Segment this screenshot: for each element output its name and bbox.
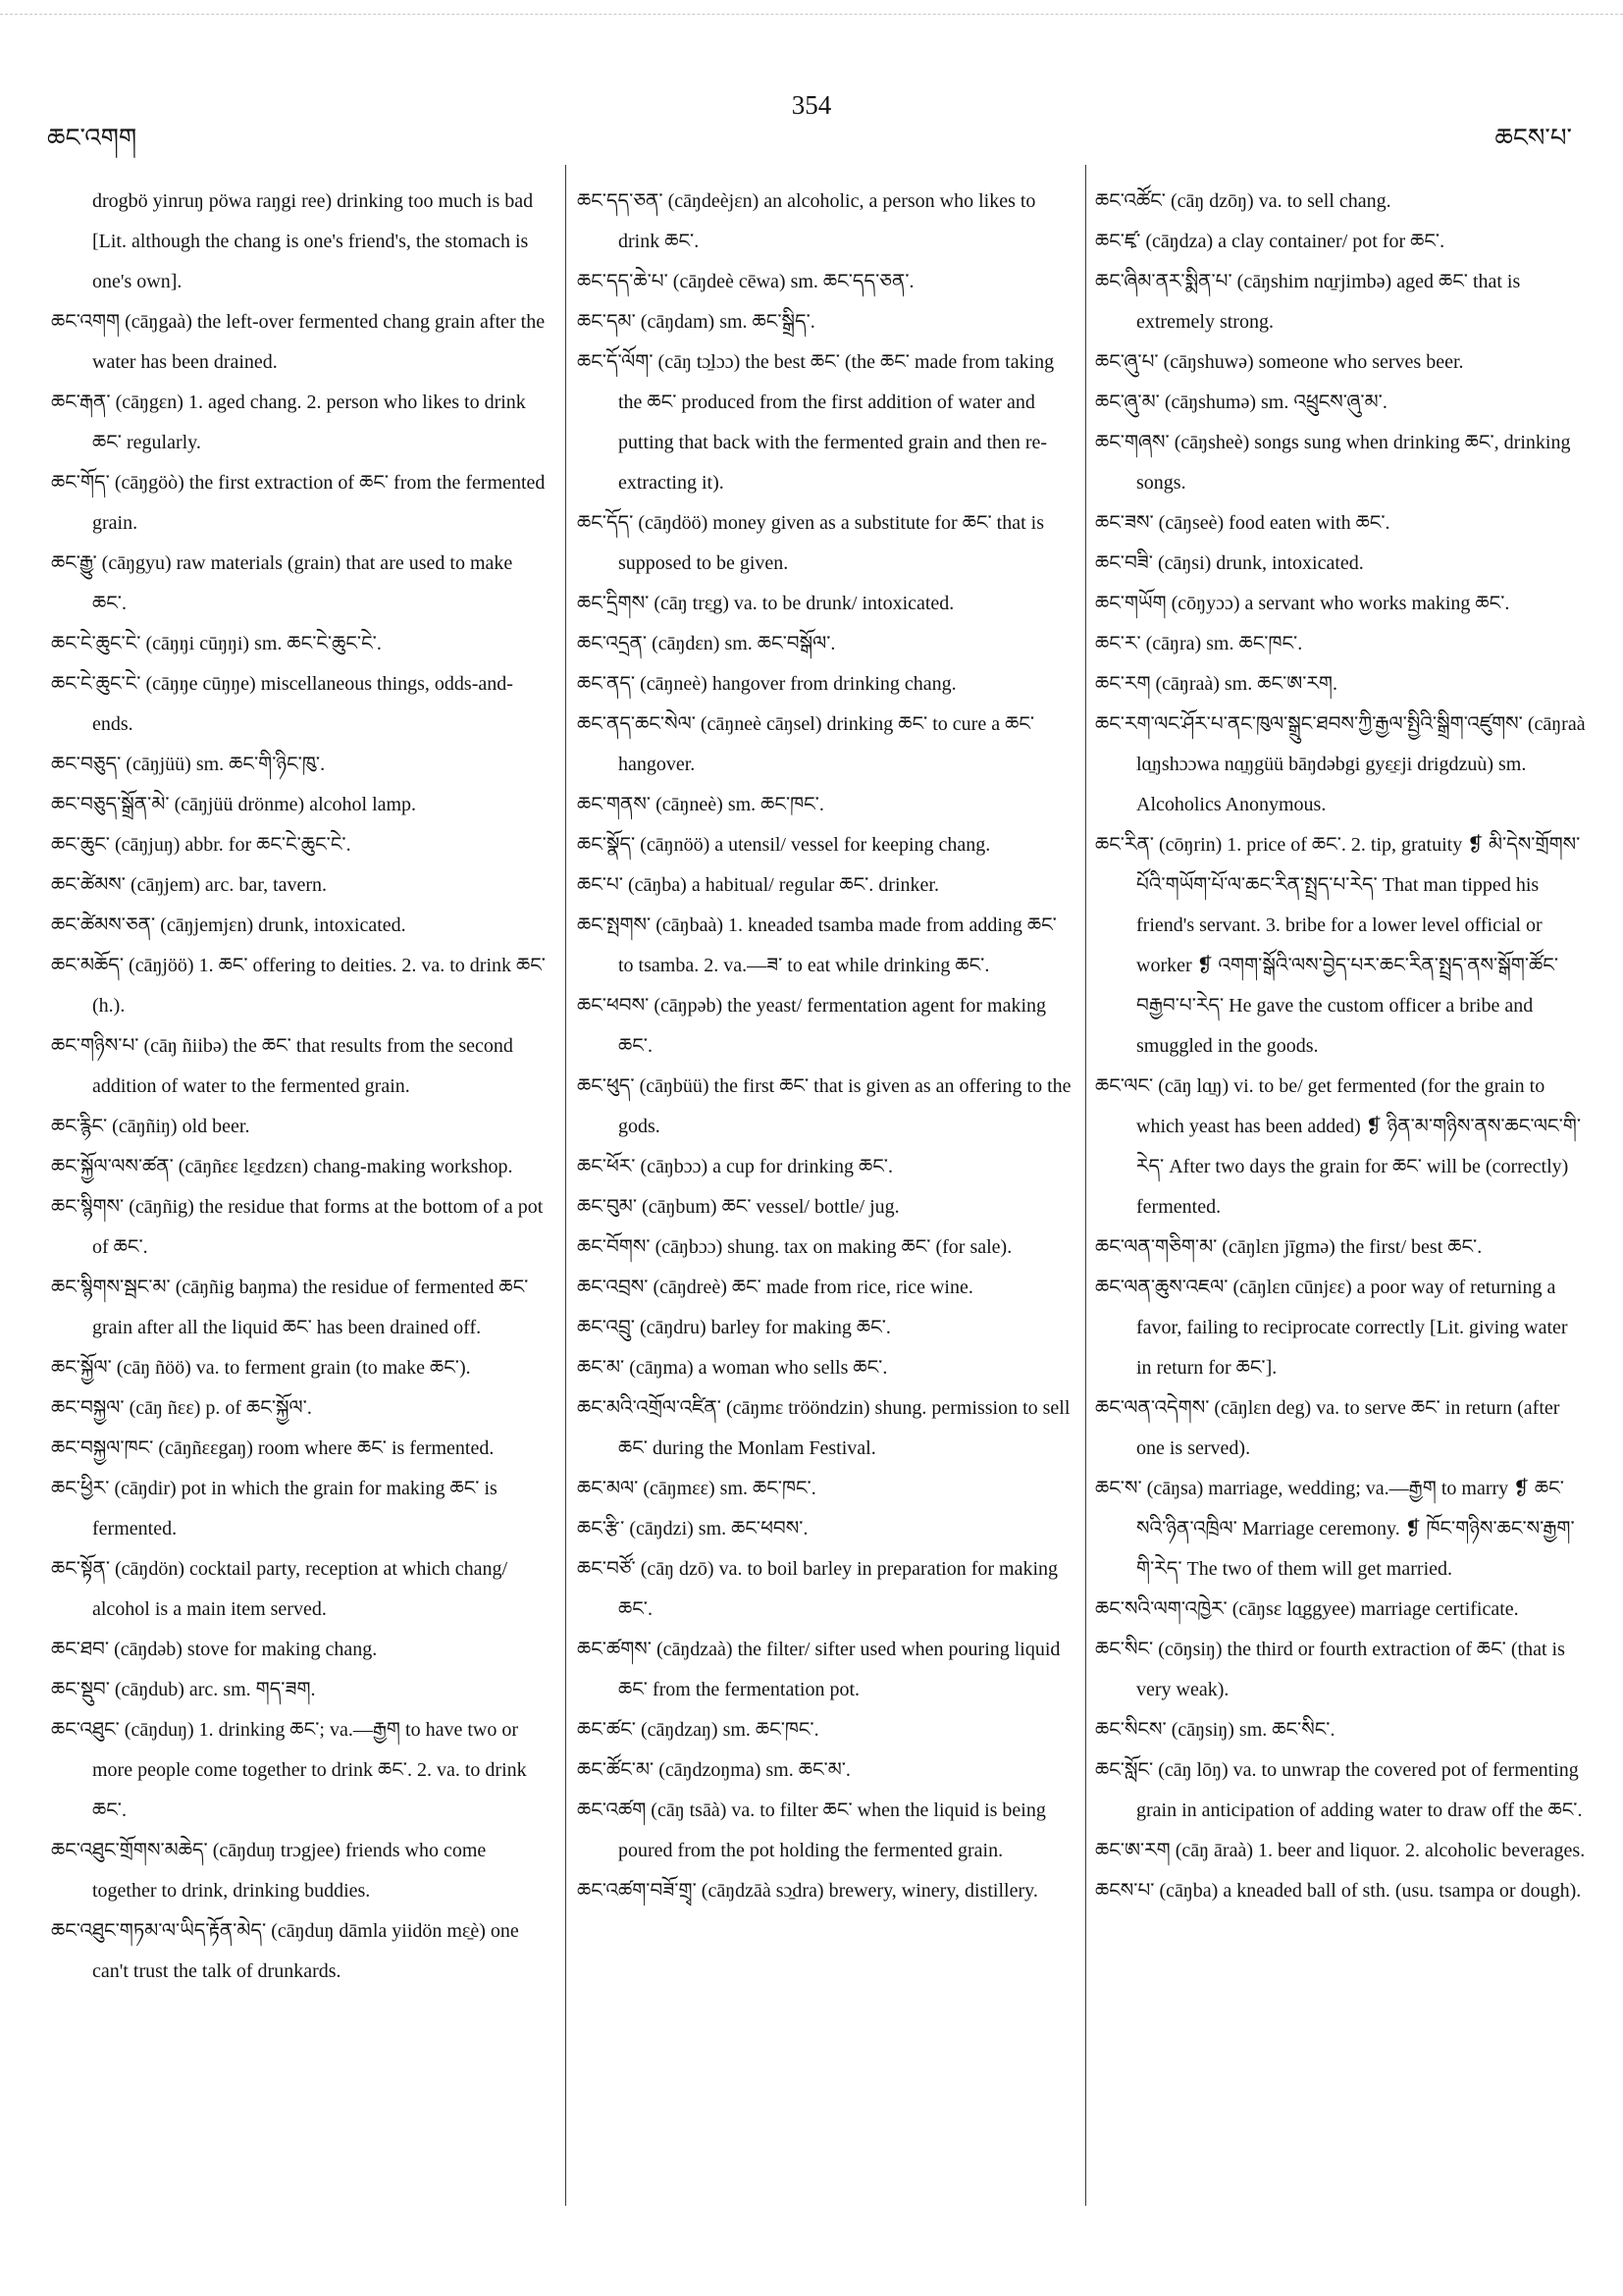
dictionary-entry: ཆང་རྙིང་ (cāŋñiŋ) old beer.	[51, 1116, 250, 1137]
dictionary-entry: ཆང་དམ་ (cāŋdam) sm. ཆང་སྒྲིད་.	[577, 311, 815, 333]
dictionary-entry: ཆང་ཞུ་པ་ (cāŋshuwə) someone who serves beer.	[1095, 351, 1464, 373]
column-3	[1095, 182, 1586, 2262]
dictionary-entry: ཆང་ཚང་ (cāŋdzaŋ) sm. ཆང་ཁང་.	[577, 1719, 819, 1741]
column-divider	[565, 165, 566, 2206]
dictionary-entry: ཆང་སློང་ (cāŋ lōŋ) va. to unwrap the covered pot of fermenting grain in anticipation of adding water to draw off the ཆང་.	[1095, 1759, 1583, 1821]
dictionary-entry: ཆང་བཙོ་ (cāŋ dzō) va. to boil barley in preparation for making ཆང་.	[577, 1558, 1059, 1620]
dictionary-entry: ཆང་དོ་ལོག་ (cāŋ tɔ̱lɔɔ) the best ཆང་ (the ཆང་ made from taking the ཆང་ produced from the first addition of water and putting that back with the fermented grain and then re-extracting it).	[577, 351, 1055, 494]
dictionary-entry: ཆང་འཐུང་གྲོགས་མཆེད་ (cāŋduŋ trɔgjee) friends who come together to drink, drinking buddies.	[51, 1840, 487, 1902]
dictionary-entry: ཆང་འགག (cāŋgaà) the left-over fermented chang grain after the water has been drained.	[51, 311, 546, 373]
dictionary-entry: ཆང་སྐྱོལ་ (cāŋ ñöö) va. to ferment grain (to make ཆང་).	[51, 1357, 471, 1379]
dictionary-entry: ཆང་བསྐྱལ་ (cāŋ ñɛɛ) p. of ཆང་སྐྱོལ་.	[51, 1397, 312, 1419]
column-2	[577, 182, 1075, 2262]
dictionary-entry: ཆང་རག་ལང་ཤོར་པ་ནང་ཁུལ་སྒྲུང་ཐབས་ཀྱི་རྒྱལ་སྤྱིའི་སྒྲིག་འཛུགས་ (cāŋraà lɑ̱ŋshɔɔwa nɑ̱ŋgüü bāŋdəbgi gyɛ̱ɛji drigdzuù) sm. Alcoholics Anonymous.	[1095, 713, 1586, 815]
dictionary-entry: ཆང་ལན་ཆུས་འཇལ་ (cāŋlɛn cūnjɛɛ) a poor way of returning a favor, failing to reciprocate correctly [Lit. giving water in return for ཆང་].	[1095, 1277, 1568, 1379]
dictionary-entry: ཆང་ཚེམས་ (cāŋjem) arc. bar, tavern.	[51, 874, 328, 896]
dictionary-entry: ཆང་རྒན་ (cāŋgɛn) 1. aged chang. 2. person who likes to drink ཆང་ regularly.	[51, 391, 526, 453]
dictionary-entry: ཆང་སྤགས་ (cāŋbaà) 1. kneaded tsamba made from adding ཆང་ to tsamba. 2. va.—ཟ་ to eat while drinking ཆང་.	[577, 914, 1057, 976]
scan-edge	[0, 14, 1623, 15]
dictionary-entry: ཆང་བཅུད་ (cāŋjüü) sm. ཆང་གི་ཉིང་ཁུ་.	[51, 754, 326, 775]
dictionary-entry: ཆང་མའི་འགྲོལ་འཛིན་ (cāŋmɛ trööndzin) shung. permission to sell ཆང་ during the Monlam Festival.	[577, 1397, 1071, 1459]
dictionary-entry: ཆང་མ་ (cāŋma) a woman who sells ཆང་.	[577, 1357, 888, 1379]
dictionary-entry: ཆང་སའི་ལག་འཁྱེར་ (cāŋsɛ lɑ̱ggyee) marriage certificate.	[1095, 1598, 1519, 1620]
dictionary-entry: ཆང་པ་ (cāŋba) a habitual/ regular ཆང་. drinker.	[577, 874, 939, 896]
dictionary-entry: ཆང་ལན་འདེགས་ (cāŋlɛn deg) va. to serve ཆང་ in return (after one is served).	[1095, 1397, 1560, 1459]
dictionary-entry: ཆང་གཞས་ (cāŋsheè) songs sung when drinking ཆང་, drinking songs.	[1095, 432, 1571, 494]
dictionary-entry: ཆང་རིན་ (cōŋrin) 1. price of ཆང་. 2. tip, gratuity ❡ མི་དེས་གྲོགས་པོའི་གཡོག་པོ་ལ་ཆང་རིན་སྤྲད་པ་རེད་ That man tipped his friend's servant. 3. bribe for a lower level official or worker ❡ འགག་སྒོའི་ལས་བྱེད་པར་ཆང་རིན་སྤྲད་ནས་སྒོག་ཚོང་བརྒྱབ་པ་རེད་ He gave the custom officer a bribe and smuggled in the goods.	[1095, 834, 1581, 1057]
dictionary-entry: ཆང་ཞུ་མ་ (cāŋshumə) sm. འཕྲུངས་ཞུ་མ་.	[1095, 391, 1387, 413]
column-divider	[1085, 165, 1086, 2206]
dictionary-entry: ཆང་བསྐྱལ་ཁང་ (cāŋñɛɛgaŋ) room where ཆང་ is fermented.	[51, 1437, 495, 1459]
dictionary-entry: ཆང་འཚག (cāŋ tsāà) va. to filter ཆང་ when the liquid is being poured from the pot holding the fermented grain.	[577, 1800, 1046, 1861]
dictionary-entry: ཆང་འབྲས་ (cāŋdreè) ཆང་ made from rice, rice wine.	[577, 1277, 973, 1298]
dictionary-entry: ཆང་འཚོང་ (cāŋ dzōŋ) va. to sell chang.	[1095, 190, 1391, 212]
dictionary-entry: ཆང་དོད་ (cāŋdöö) money given as a substitute for ཆང་ that is supposed to be given.	[577, 512, 1045, 574]
dictionary-entry: ཆང་བཅུད་སྒྲོན་མེ་ (cāŋjüü drönme) alcohol lamp.	[51, 794, 417, 815]
dictionary-entry: ཆང་ཕབས་ (cāŋpəb) the yeast/ fermentation agent for making ཆང་.	[577, 995, 1047, 1057]
dictionary-entry: ཆངས་པ་ (cāŋba) a kneaded ball of sth. (usu. tsampa or dough).	[1095, 1880, 1582, 1902]
dictionary-entry: ཆང་ཟས་ (cāŋseè) food eaten with ཆང་.	[1095, 512, 1390, 534]
dictionary-entry: ཆང་བོགས་ (cāŋbɔɔ) shung. tax on making ཆང་ (for sale).	[577, 1236, 1013, 1258]
dictionary-entry: ཆང་གཉིས་པ་ (cāŋ ñiibə) the ཆང་ that results from the second addition of water to the fermented grain.	[51, 1035, 513, 1097]
dictionary-entry: ཆང་འཐུང་ (cāŋduŋ) 1. drinking ཆང་; va.—རྒྱག to have two or more people come together to drink ཆང་. 2. va. to drink ཆང་.	[51, 1719, 527, 1821]
dictionary-entry: ཆང་སྟོན་ (cāŋdön) cocktail party, reception at which chang/ alcohol is a main item served.	[51, 1558, 508, 1620]
dictionary-entry: ཆང་ཕུད་ (cāŋbüü) the first ཆང་ that is given as an offering to the gods.	[577, 1075, 1072, 1137]
dictionary-entry: ཆང་སིང་ (cōŋsiŋ) the third or fourth extraction of ཆང་ (that is very weak).	[1095, 1639, 1565, 1700]
dictionary-entry: ཆང་གཡོག (cōŋyɔɔ) a servant who works making ཆང་.	[1095, 593, 1510, 614]
right-headword: ཆངས་པ་	[1494, 124, 1572, 152]
dictionary-entry: ཆང་ཨ་རག (cāŋ āraà) 1. beer and liquor. 2. alcoholic beverages.	[1095, 1840, 1586, 1861]
dictionary-entry: ཆང་དྲིགས་ (cāŋ trɛ̱g) va. to be drunk/ intoxicated.	[577, 593, 955, 614]
dictionary-entry: ཆང་ཚོང་མ་ (cāŋdzoŋma) sm. ཆང་མ་.	[577, 1759, 851, 1781]
column-1	[51, 182, 551, 2262]
dictionary-entry: ཆང་གོད་ (cāŋgöò) the first extraction of ཆང་ from the fermented grain.	[51, 472, 546, 534]
dictionary-entry: ཆང་ཐབ་ (cāŋdəb) stove for making chang.	[51, 1639, 378, 1660]
dictionary-entry: ཆང་ཆུང་ (cāŋjuŋ) abbr. for ཆང་ངེ་ཆུང་ངེ་.	[51, 834, 351, 856]
dictionary-entry: ཆང་གནས་ (cāŋneè) sm. ཆང་ཁང་.	[577, 794, 824, 815]
dictionary-entry: ཆང་ནད་ (cāŋneè) hangover from drinking chang.	[577, 673, 957, 695]
dictionary-entry: ཆང་ཚགས་ (cāŋdzaà) the filter/ sifter used when pouring liquid ཆང་ from the fermentation pot.	[577, 1639, 1061, 1700]
dictionary-entry: ཆང་ཛྭ་ (cāŋdza) a clay container/ pot for ཆང་.	[1095, 231, 1445, 252]
dictionary-entry: ཆང་ར་ (cāŋra) sm. ཆང་ཁང་.	[1095, 633, 1303, 654]
dictionary-entry: ཆང་སྙིགས་སྦང་མ་ (cāŋñig baŋma) the residue of fermented ཆང་ grain after all the liquid ཆང་ has been drained off.	[51, 1277, 529, 1338]
dictionary-entry: ཆང་སྐྱོལ་ལས་ཚན་ (cāŋñɛɛ lɛ̱ɛdzɛn) chang-making workshop.	[51, 1156, 513, 1177]
dictionary-entry: ཆང་བུམ་ (cāŋbum) ཆང་ vessel/ bottle/ jug.	[577, 1196, 900, 1218]
dictionary-entry: ཆང་སྡུབ་ (cāŋdub) arc. sm. གད་ཟག.	[51, 1679, 316, 1700]
dictionary-entry: ཆང་ཚེམས་ཅན་ (cāŋjemjɛn) drunk, intoxicated.	[51, 914, 406, 936]
dictionary-entry: ཆང་ངེ་ཆུང་ངེ་ (cāŋŋi cūŋŋi) sm. ཆང་ངེ་ཆུང་ངེ་.	[51, 633, 382, 654]
dictionary-entry: ཆང་འཐུང་གཏམ་ལ་ཡིད་རྟོན་མེད་ (cāŋduŋ dāmla yiidön mɛ̱è) one can't trust the talk of drunkards.	[51, 1920, 519, 1982]
dictionary-entry: ཆང་ཕྱིར་ (cāŋdir) pot in which the grain for making ཆང་ is fermented.	[51, 1478, 497, 1539]
dictionary-entry: ཆང་བཟི་ (cāŋsi) drunk, intoxicated.	[1095, 552, 1364, 574]
dictionary-entry: ཆང་འབྲུ་ (cāŋdru) barley for making ཆང་.	[577, 1317, 891, 1338]
dictionary-entry: ཆང་སྣོད་ (cāŋnöö) a utensil/ vessel for keeping chang.	[577, 834, 991, 856]
dictionary-entry: ཆང་ཞིམ་ནར་སྨིན་པ་ (cāŋshim nɑ̱rjimbə) aged ཆང་ that is extremely strong.	[1095, 271, 1521, 333]
dictionary-entry: ཆང་འཚག་བཟོ་གྲྭ་ (cāŋdzāà sɔ̱dra) brewery, winery, distillery.	[577, 1880, 1038, 1902]
dictionary-entry: ཆང་ནད་ཆང་སེལ་ (cāŋneè cāŋsel) drinking ཆང་ to cure a ཆང་ hangover.	[577, 713, 1035, 775]
dictionary-entry: drogbö yinruŋ pöwa raŋgi ree) drinking too much is bad [Lit. although the chang is one's friend's, the stomach is one's own].	[92, 190, 534, 292]
dictionary-entry: ཆང་ངེ་ཆུང་ངེ་ (cāŋŋe cūŋŋe) miscellaneous things, odds-and-ends.	[51, 673, 513, 735]
dictionary-entry: ཆང་འདྲན་ (cāŋdɛn) sm. ཆང་བསྒོལ་.	[577, 633, 836, 654]
left-headword: ཆང་འགག	[47, 124, 137, 152]
dictionary-entry: ཆང་རྒྱུ་ (cāŋgyu) raw materials (grain) that are used to make ཆང་.	[51, 552, 513, 614]
dictionary-entry: ཆང་ཕོར་ (cāŋbɔɔ) a cup for drinking ཆང་.	[577, 1156, 894, 1177]
dictionary-entry: ཆང་དད་ཆེ་པ་ (cāŋdeè cēwa) sm. ཆང་དད་ཅན་.	[577, 271, 915, 292]
dictionary-entry: ཆང་དད་ཅན་ (cāŋdeèjɛn) an alcoholic, a person who likes to drink ཆང་.	[577, 190, 1036, 252]
dictionary-entry: ཆང་ས་ (cāŋsa) marriage, wedding; va.—རྒྱག to marry ❡ ཆང་སའི་ཉིན་འཁྲིལ་ Marriage ceremony. ❡ ཁོང་གཉིས་ཆང་ས་རྒྱག་གི་རེད་ The two of them will get married.	[1095, 1478, 1575, 1580]
dictionary-entry: ཆང་རྩི་ (cāŋdzi) sm. ཆང་ཕབས་.	[577, 1518, 809, 1539]
dictionary-entry: ཆང་ལང་ (cāŋ lɑ̱ŋ) vi. to be/ get fermented (for the grain to which yeast has been added) ❡ ཉིན་མ་གཉིས་ནས་ཆང་ལང་གི་རེད་ After two days the grain for ཆང་ will be (correctly) fermented.	[1095, 1075, 1582, 1218]
dictionary-entry: ཆང་སྙིགས་ (cāŋñig) the residue that forms at the bottom of a pot of ཆང་.	[51, 1196, 544, 1258]
dictionary-entry: ཆང་སིངས་ (cāŋsiŋ) sm. ཆང་སིང་.	[1095, 1719, 1335, 1741]
dictionary-entry: ཆང་མལ་ (cāŋmɛɛ) sm. ཆང་ཁང་.	[577, 1478, 816, 1499]
dictionary-entry: ཆང་ལན་གཅིག་མ་ (cāŋlɛn jīgmə) the first/ best ཆང་.	[1095, 1236, 1483, 1258]
dictionary-entry: ཆང་རག (cāŋraà) sm. ཆང་ཨ་རག.	[1095, 673, 1337, 695]
page-number: 354	[791, 90, 832, 120]
dictionary-entry: ཆང་མཆོད་ (cāŋjöö) 1. ཆང་ offering to deities. 2. va. to drink ཆང་ (h.).	[51, 955, 546, 1017]
